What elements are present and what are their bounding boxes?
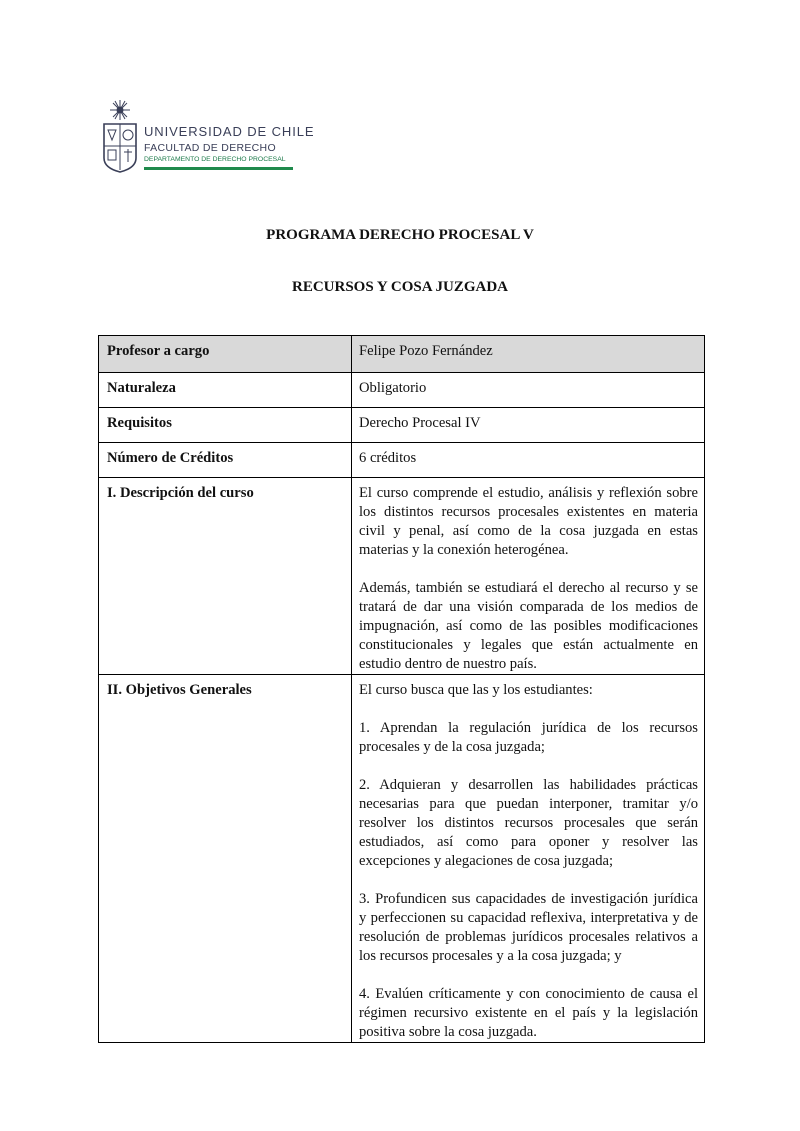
row-value: Obligatorio: [352, 373, 705, 408]
table-row: [99, 443, 705, 478]
table-row: [99, 478, 705, 675]
objetivos-label: II. Objetivos Generales: [99, 675, 352, 1043]
row-label: Naturaleza: [99, 373, 352, 408]
descripcion-paragraph: Además, también se estudiará el derecho al recurso y se tratará de dar una visión comparada de los medios de impugnación, así como de las posibles modificaciones constitucionales y legales que están actualmente en estudio dentro de nuestro país.: [359, 580, 698, 672]
row-label: Requisitos: [99, 408, 352, 443]
list-item: 1. Aprendan la regulación jurídica de los recursos procesales y de la cosa juzgada;: [359, 720, 698, 755]
table-row: [99, 675, 705, 1043]
department-name: DEPARTAMENTO DE DERECHO PROCESAL: [144, 156, 286, 163]
table-row: [99, 373, 705, 408]
descripcion-paragraph: El curso comprende el estudio, análisis y reflexión sobre los distintos recursos procesales existentes en materia civil y penal, así como de la cosa juzgada en estas materias y la conexión heterogénea.: [359, 485, 698, 558]
objetivos-content: [352, 675, 705, 1043]
row-label: Número de Créditos: [99, 443, 352, 478]
descripcion-content: [352, 478, 705, 675]
program-title: PROGRAMA DERECHO PROCESAL V: [266, 227, 534, 243]
list-item: 4. Evalúen críticamente y con conocimiento de causa el régimen recursivo existente en el país y la legislación positiva sobre la cosa juzgada.: [359, 986, 698, 1040]
university-header: [100, 100, 315, 175]
list-item: 3. Profundicen sus capacidades de investigación jurídica y perfeccionen su capacidad reflexiva, interpretativa y de resolución de problemas jurídicos procesales relativos a los recursos procesales y a la cosa juzgada; y: [359, 891, 698, 964]
row-value: Derecho Procesal IV: [352, 408, 705, 443]
list-item: 2. Adquieran y desarrollen las habilidades prácticas necesarias para que puedan interponer, tramitar y/o resolver los distintos recursos procesales que serán estudiados, así como para oponer y resolver las excepciones y alegaciones de cosa juzgada;: [359, 777, 698, 869]
row-label: Profesor a cargo: [99, 336, 352, 373]
program-subtitle: RECURSOS Y COSA JUZGADA: [291, 279, 508, 295]
university-crest-icon: [100, 100, 140, 175]
university-name: UNIVERSIDAD DE CHILE: [144, 124, 315, 139]
descripcion-label: I. Descripción del curso: [99, 478, 352, 675]
objetivos-intro: El curso busca que las y los estudiantes:: [359, 682, 593, 698]
row-value: 6 créditos: [352, 443, 705, 478]
program-table: [98, 335, 705, 1043]
faculty-name: FACULTAD DE DERECHO: [144, 142, 276, 154]
table-row: [99, 336, 705, 373]
header-accent-bar: [144, 167, 293, 170]
table-row: [99, 408, 705, 443]
row-value: Felipe Pozo Fernández: [352, 336, 705, 373]
